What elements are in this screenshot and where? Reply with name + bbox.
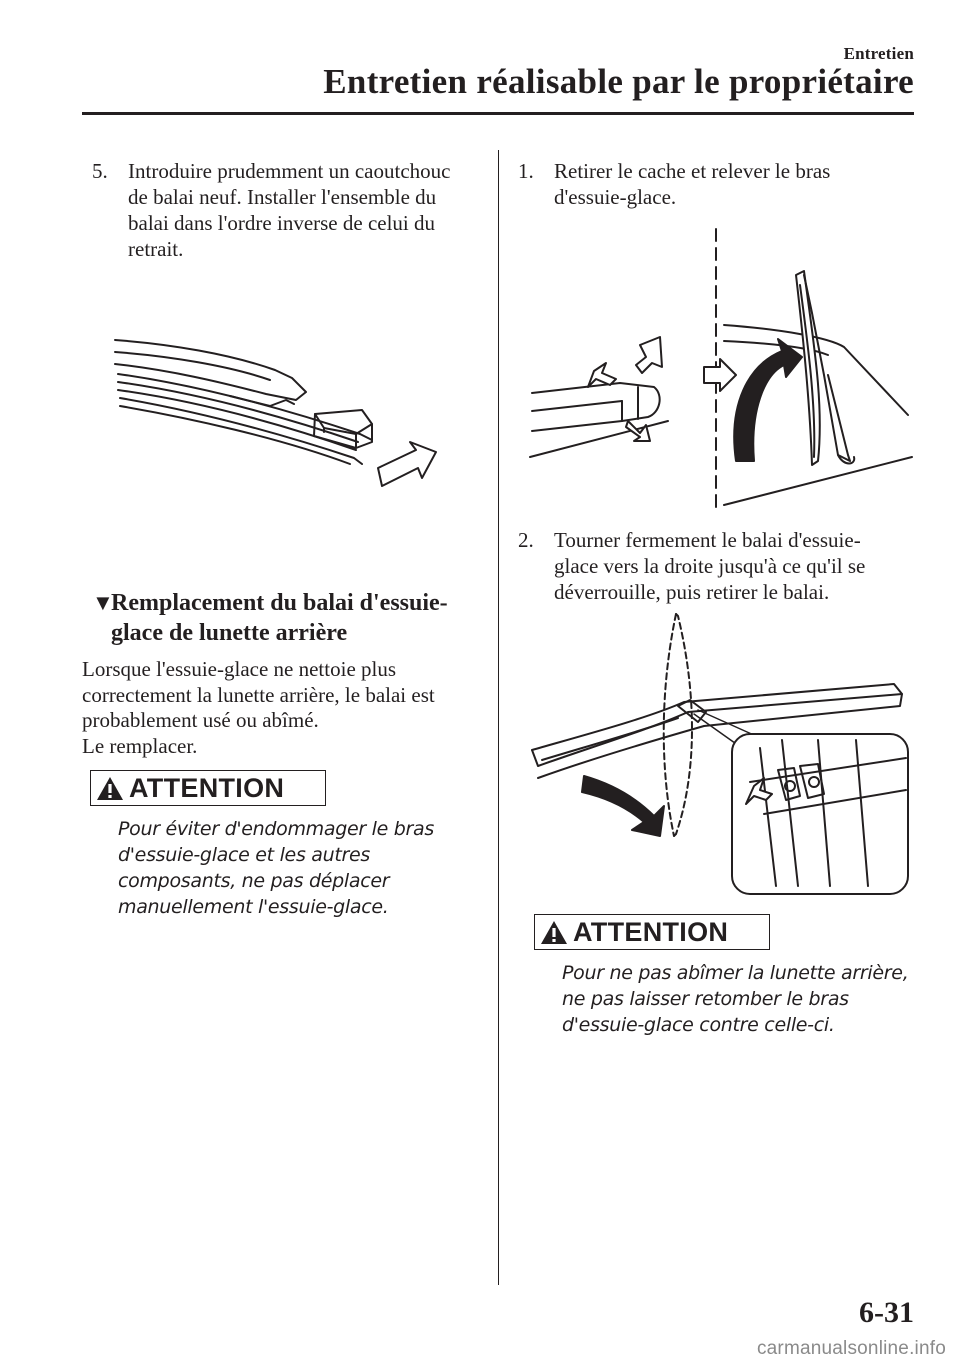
step-2-line-2: glace vers la droite jusqu'à ce qu'il se	[554, 554, 866, 578]
attention-right-line-1: Pour ne pas abîmer la lunette arrière,	[562, 962, 909, 984]
intro-line-4: Le remplacer.	[82, 733, 198, 758]
intro-line-2: correctement la lunette arrière, le balai est	[82, 682, 435, 707]
step-number: 2.	[518, 528, 534, 552]
attention-text-left	[118, 816, 434, 920]
attention-left-line-1: Pour éviter d'endommager le bras	[118, 818, 434, 840]
watermark: carmanualsonline.info	[756, 1338, 946, 1359]
step-1-line-2: d'essuie-glace.	[554, 185, 677, 209]
step-number: 1.	[518, 159, 534, 183]
attention-label: ATTENTION	[129, 772, 285, 803]
section-label: Entretien	[843, 44, 914, 63]
step-5-line-4: retrait.	[128, 237, 184, 261]
step-5-line-2: de balai neuf. Installer l'ensemble du	[128, 185, 437, 209]
illustration-rotate-blade	[528, 610, 914, 900]
attention-left-line-2: d'essuie-glace et les autres	[118, 844, 371, 866]
intro-line-3: probablement usé ou abîmé.	[82, 708, 319, 732]
subheading	[92, 588, 492, 648]
step-2	[518, 527, 938, 605]
attention-right-line-2: ne pas laisser retomber le bras	[562, 988, 849, 1010]
step-number: 5.	[92, 159, 108, 183]
intro-paragraph	[82, 657, 435, 759]
warning-icon	[96, 776, 124, 801]
attention-text-right	[562, 960, 908, 1038]
step-1-line-1: Retirer le cache et relever le bras	[554, 159, 831, 183]
header-rule	[82, 112, 914, 115]
attention-label: ATTENTION	[573, 916, 729, 947]
step-5	[92, 158, 492, 262]
step-5-line-3: balai dans l'ordre inverse de celui du	[128, 211, 436, 235]
step-2-line-1: Tourner fermement le balai d'essuie-	[554, 528, 861, 552]
intro-line-1: Lorsque l'essuie-glace ne nettoie plus	[82, 657, 397, 681]
attention-box-left	[90, 770, 326, 806]
attention-box-right	[534, 914, 770, 950]
page-number: 6-31	[859, 1296, 914, 1329]
triangle-marker-icon: ▼	[92, 590, 114, 615]
illustration-raise-wiper-arm	[528, 225, 918, 515]
attention-left-line-3: composants, ne pas déplacer	[118, 870, 390, 892]
step-2-line-3: déverrouille, puis retirer le balai.	[554, 580, 830, 604]
column-divider	[498, 150, 499, 1285]
subheading-line-2: glace de lunette arrière	[111, 620, 348, 646]
subheading-line-1: Remplacement du balai d'essuie-	[111, 590, 448, 616]
chapter-title: Entretien réalisable par le propriétaire	[323, 62, 914, 101]
step-5-line-1: Introduire prudemment un caoutchouc	[128, 159, 451, 183]
warning-icon	[540, 920, 568, 945]
attention-left-line-4: manuellement l'essuie-glace.	[118, 896, 389, 918]
step-1	[518, 158, 938, 210]
attention-right-line-3: d'essuie-glace contre celle-ci.	[562, 1014, 835, 1036]
illustration-blade-rubber	[110, 330, 450, 500]
